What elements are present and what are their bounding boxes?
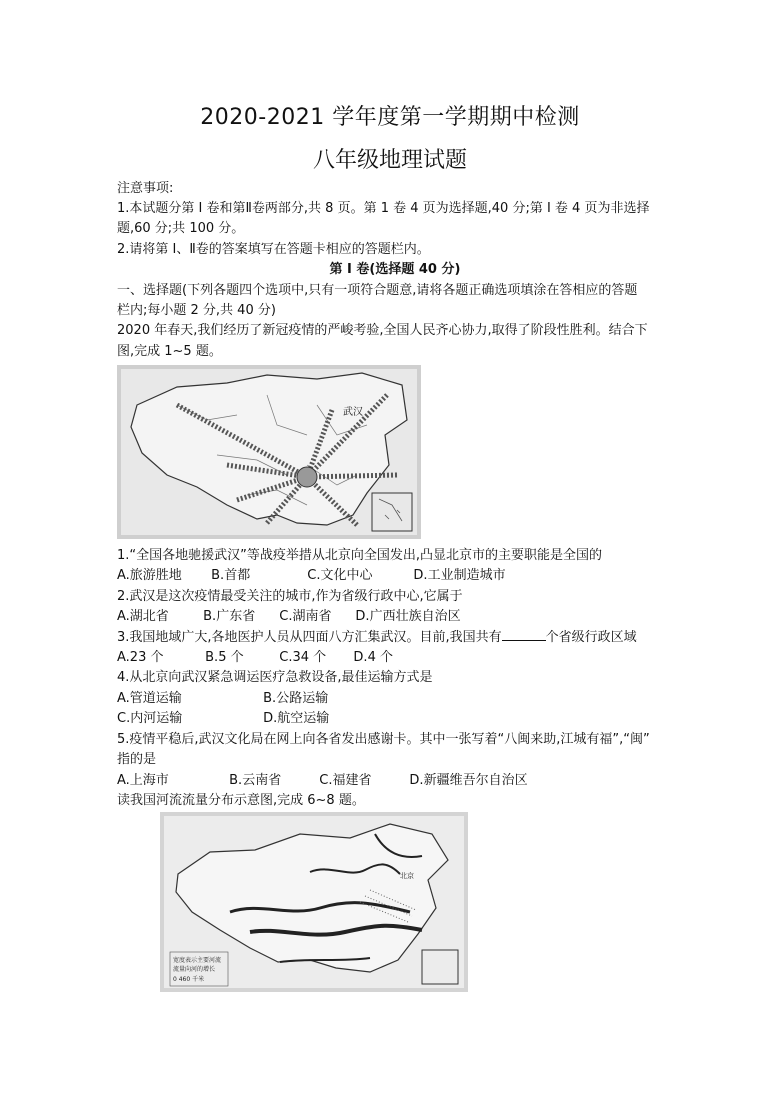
q3-option-d[interactable]: D.4 个 — [353, 650, 393, 665]
question-2-stem: 2.武汉是这次疫情最受关注的城市,作为省级行政中心,它属于 — [117, 589, 463, 604]
q2-option-c[interactable]: C.湖南省 — [279, 609, 332, 624]
q1-option-c[interactable]: C.文化中心 — [307, 568, 373, 583]
question-4-options-row-1 — [117, 689, 328, 709]
context-b: 图,完成 1~5 题。 — [117, 344, 222, 359]
q5-option-b[interactable]: B.云南省 — [229, 773, 282, 788]
question-1-stem: 1.“全国各地驰援武汉”等战疫举措从北京向全国发出,凸显北京市的主要职能是全国的 — [117, 548, 603, 563]
section-intro-b: 栏内;每小题 2 分,共 40 分) — [117, 303, 276, 318]
question-3-stem — [117, 628, 673, 648]
q4-option-d[interactable]: D.航空运输 — [263, 711, 330, 726]
q1-option-d[interactable]: D.工业制造城市 — [413, 568, 506, 583]
question-5-stem-a: 5.疫情平稳后,武汉文化局在网上向各省发出感谢卡。其中一张写着“八闽来助,江城有福”,“闽” — [117, 732, 650, 747]
q3-stem-b: 个省级行政区域 — [545, 630, 637, 645]
q2-option-d[interactable]: D.广西壮族自治区 — [355, 609, 461, 624]
question-1-options — [117, 566, 506, 586]
q1-option-b[interactable]: B.首都 — [211, 568, 251, 583]
exam-subtitle: 八年级地理试题 — [312, 148, 467, 173]
notes-heading: 注意事项: — [117, 181, 174, 196]
question-3-options — [117, 648, 393, 668]
map2-legend-b: 流量向河的增长 — [173, 966, 216, 973]
china-river-flow-map — [160, 812, 468, 992]
map2-legend-a: 宽度表示主要河流 — [173, 957, 222, 964]
q3-option-a[interactable]: A.23 个 — [117, 650, 164, 665]
q5-option-c[interactable]: C.福建省 — [319, 773, 372, 788]
question-4-stem: 4.从北京向武汉紧急调运医疗急救设备,最佳运输方式是 — [117, 670, 433, 685]
exam-title: 2020-2021 学年度第一学期期中检测 — [200, 105, 580, 130]
section-heading: 第 I 卷(选择题 40 分) — [329, 262, 461, 277]
notes-line-2: 2.请将第 I、Ⅱ卷的答案填写在答题卡相应的答题栏内。 — [117, 242, 430, 257]
q3-answer-blank — [502, 628, 546, 641]
question-5-options — [117, 771, 528, 791]
map1-label: 武汉 — [343, 407, 363, 418]
q3-option-b[interactable]: B.5 个 — [205, 650, 244, 665]
question-2-options — [117, 607, 461, 627]
q2-option-a[interactable]: A.湖北省 — [117, 609, 169, 624]
q1-option-a[interactable]: A.旅游胜地 — [117, 568, 182, 583]
q4-option-b[interactable]: B.公路运输 — [263, 691, 329, 706]
question-5-stem-b: 指的是 — [117, 752, 157, 767]
q2-option-b[interactable]: B.广东省 — [203, 609, 256, 624]
q3-option-c[interactable]: C.34 个 — [279, 650, 327, 665]
section-intro-a: 一、选择题(下列各题四个选项中,只有一项符合题意,请将各题正确选项填涂在答相应的答题 — [117, 283, 638, 298]
q4-option-c[interactable]: C.内河运输 — [117, 711, 183, 726]
q3-stem-a: 3.我国地域广大,各地医护人员从四面八方汇集武汉。目前,我国共有 — [117, 630, 502, 645]
q4-option-a[interactable]: A.管道运输 — [117, 691, 182, 706]
notes-line-1a: 1.本试题分第 I 卷和第Ⅱ卷两部分,共 8 页。第 1 卷 4 页为选择题,40 分;第 I 卷 4 页为非选择 — [117, 201, 650, 216]
notes-line-1b: 题,60 分;共 100 分。 — [117, 221, 245, 236]
context-a: 2020 年春天,我们经历了新冠疫情的严峻考验,全国人民齐心协力,取得了阶段性胜利。结合下 — [117, 323, 648, 338]
q5-option-a[interactable]: A.上海市 — [117, 773, 169, 788]
q5-option-d[interactable]: D.新疆维吾尔自治区 — [409, 773, 528, 788]
map2-scale: 0 460 千米 — [173, 976, 205, 983]
china-map-wuhan — [117, 365, 421, 539]
map2-city-label: 北京 — [400, 872, 414, 880]
question-4-options-row-2 — [117, 709, 329, 729]
map2-intro: 读我国河流流量分布示意图,完成 6~8 题。 — [117, 793, 365, 808]
